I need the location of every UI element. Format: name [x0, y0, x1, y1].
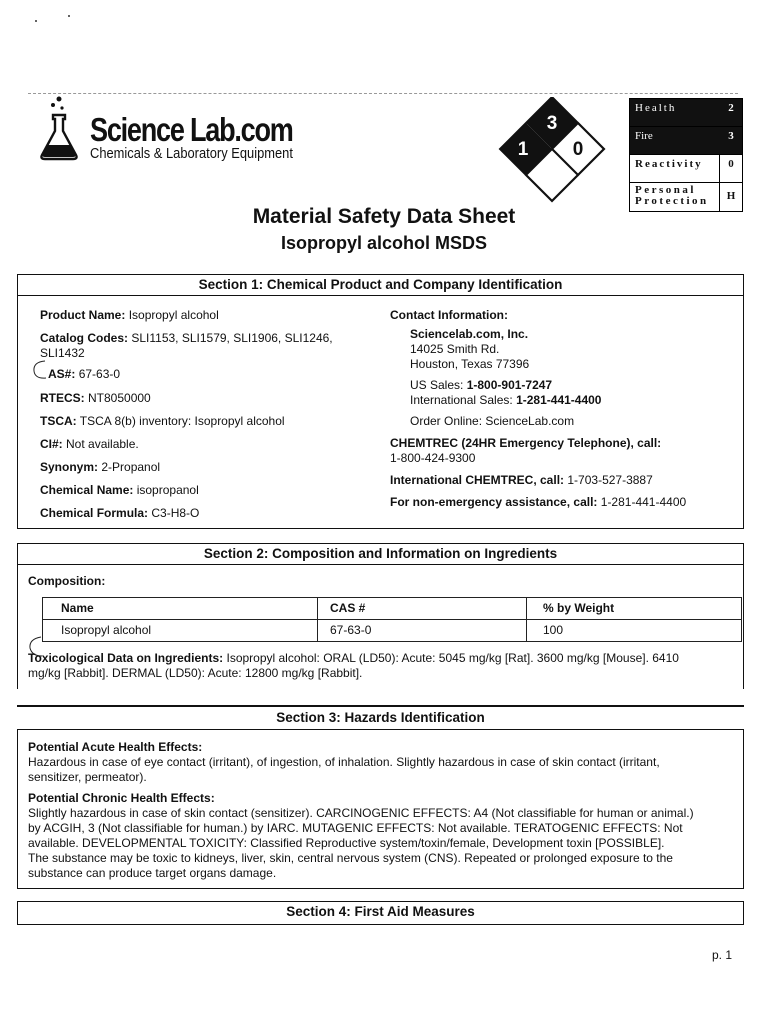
tox-data [28, 651, 740, 681]
acute-effects-line: Hazardous in case of eye contact (irritant), of ingestion, of inhalation. Slightly hazardous in case of skin contact (irritant, [28, 755, 660, 769]
section-3-heading: Section 3: Hazards Identification [276, 710, 485, 725]
nfpa-health-value: 1 [517, 139, 529, 160]
table-header-row [43, 598, 742, 620]
cas-label: AS#: [48, 367, 76, 381]
document-subtitle: Isopropyl alcohol MSDS [280, 233, 488, 253]
hazard-value: 0 [719, 155, 742, 182]
column-header: CAS # [318, 598, 527, 620]
hazard-label: Personal Protection [635, 184, 709, 207]
table-cell: 100 [527, 620, 742, 642]
tsca-value: TSCA 8(b) inventory: Isopropyl alcohol [79, 414, 285, 428]
hazard-label: Fire [635, 130, 653, 142]
chronic-effects-line: Slightly hazardous in case of skin contact (sensitizer). CARCINOGENIC EFFECTS: A4 (Not classifiable for human or animal.) [28, 806, 694, 820]
composition-label: Composition: [28, 574, 106, 588]
composition-table [42, 597, 742, 642]
us-sales-phone: 1-800-901-7247 [466, 378, 553, 392]
chemical-formula-value: C3-H8-O [151, 506, 200, 520]
section-4-heading: Section 4: First Aid Measures [286, 904, 475, 919]
catalog-codes-label: Catalog Codes: [40, 331, 129, 345]
acute-effects-label: Potential Acute Health Effects: [28, 740, 203, 754]
chronic-effects-line: substance can produce target organs damage. [28, 866, 277, 880]
chemtrec-phone: 1-800-424-9300 [390, 451, 476, 465]
nfpa-diamond [498, 97, 608, 207]
chronic-effects-line: by ACGIH, 3 (Not classifiable for human.) by IARC. MUTAGENIC EFFECTS: Not available. TERATOGENIC EFFECTS: Not [28, 821, 683, 835]
hazard-value: H [719, 183, 742, 211]
nonemergency-label: For non-emergency assistance, call: [390, 495, 598, 509]
flask-logo-icon [36, 95, 82, 163]
chronic-effects-line: available. DEVELOPMENTAL TOXICITY: Classified Reproductive system/toxin/female, Development toxin [POSSIBLE]. [28, 836, 665, 850]
chemical-formula-label: Chemical Formula: [40, 506, 149, 520]
product-name-value: Isopropyl alcohol [128, 308, 219, 322]
tsca-label: TSCA: [40, 414, 77, 428]
address-line-1: 14025 Smith Rd. [410, 342, 500, 356]
chronic-effects-label: Potential Chronic Health Effects: [28, 791, 215, 805]
chemical-name-value: isopropanol [136, 483, 199, 497]
handwritten-mark [30, 358, 50, 382]
tox-data-label: Toxicological Data on Ingredients: [28, 651, 224, 665]
section-3-content [28, 740, 740, 881]
hazard-row-fire [630, 127, 742, 155]
nonemergency-phone: 1-281-441-4400 [600, 495, 687, 509]
ci-value: Not available. [66, 437, 139, 451]
company-name: Sciencelab.com, Inc. [410, 327, 529, 341]
page-number: p. 1 [712, 948, 733, 962]
section-4-box [17, 901, 744, 925]
table-cell: Isopropyl alcohol [43, 620, 318, 642]
hazard-label: Health [635, 102, 677, 114]
intl-sales-label: International Sales: [410, 393, 513, 407]
rtecs-label: RTECS: [40, 391, 85, 405]
hazard-value: 2 [728, 102, 734, 114]
column-header: Name [43, 598, 318, 620]
section-1-left-column [40, 308, 370, 521]
table-cell: 67-63-0 [318, 620, 527, 642]
logo-subtitle: Chemicals & Laboratory Equipment [90, 145, 293, 162]
document-title: Material Safety Data Sheet [252, 205, 516, 228]
nfpa-reactivity-value: 0 [572, 139, 584, 160]
acute-effects-line: sensitizer, permeator). [28, 770, 147, 784]
synonym-value: 2-Propanol [101, 460, 161, 474]
intl-sales-phone: 1-281-441-4400 [516, 393, 602, 407]
scan-edge-line [28, 93, 738, 94]
table-row [43, 620, 742, 642]
hazard-label: Reactivity [635, 158, 703, 170]
tox-data-text: Isopropyl alcohol: ORAL (LD50): Acute: 5045 mg/kg [Rat]. 3600 mg/kg [Mouse]. 6410 [226, 651, 679, 665]
chemical-name-label: Chemical Name: [40, 483, 134, 497]
catalog-codes-value: SLI1153, SLI1579, SLI1906, SLI1246, [131, 331, 333, 345]
tox-data-text-cont: mg/kg [Rabbit]. DERMAL (LD50): Acute: 12800 mg/kg [Rabbit]. [28, 666, 363, 680]
product-name-label: Product Name: [40, 308, 126, 322]
hazard-rating-table [629, 98, 743, 212]
order-online: Order Online: ScienceLab.com [410, 414, 575, 428]
section-1-right-column [390, 308, 735, 510]
us-sales-label: US Sales: [410, 378, 464, 392]
section-1-heading: Section 1: Chemical Product and Company Identification [18, 275, 743, 296]
synonym-label: Synonym: [40, 460, 99, 474]
cas-value: 67-63-0 [78, 367, 121, 381]
logo [90, 112, 337, 162]
column-header: % by Weight [527, 598, 742, 620]
intl-chemtrec-label: International CHEMTREC, call: [390, 473, 565, 487]
hazard-row-health [630, 99, 742, 127]
ci-label: CI#: [40, 437, 63, 451]
hazard-row-reactivity [630, 155, 742, 183]
hazard-value: 3 [728, 130, 734, 142]
intl-chemtrec-phone: 1-703-527-3887 [567, 473, 653, 487]
address-line-2: Houston, Texas 77396 [410, 357, 530, 371]
section-2-heading: Section 2: Composition and Information on Ingredients [18, 544, 743, 565]
chemtrec-label: CHEMTREC (24HR Emergency Telephone), call: [390, 436, 662, 450]
contact-info-label: Contact Information: [390, 308, 508, 322]
catalog-codes-cont: SLI1432 [40, 346, 85, 360]
chronic-effects-line: The substance may be toxic to kidneys, liver, skin, central nervous system (CNS). Repeated or prolonged exposure to the [28, 851, 673, 865]
logo-title: Science Lab.com [90, 111, 293, 148]
rtecs-value: NT8050000 [88, 391, 151, 405]
section-3-top-rule [17, 705, 744, 707]
nfpa-fire-value: 3 [546, 113, 558, 134]
